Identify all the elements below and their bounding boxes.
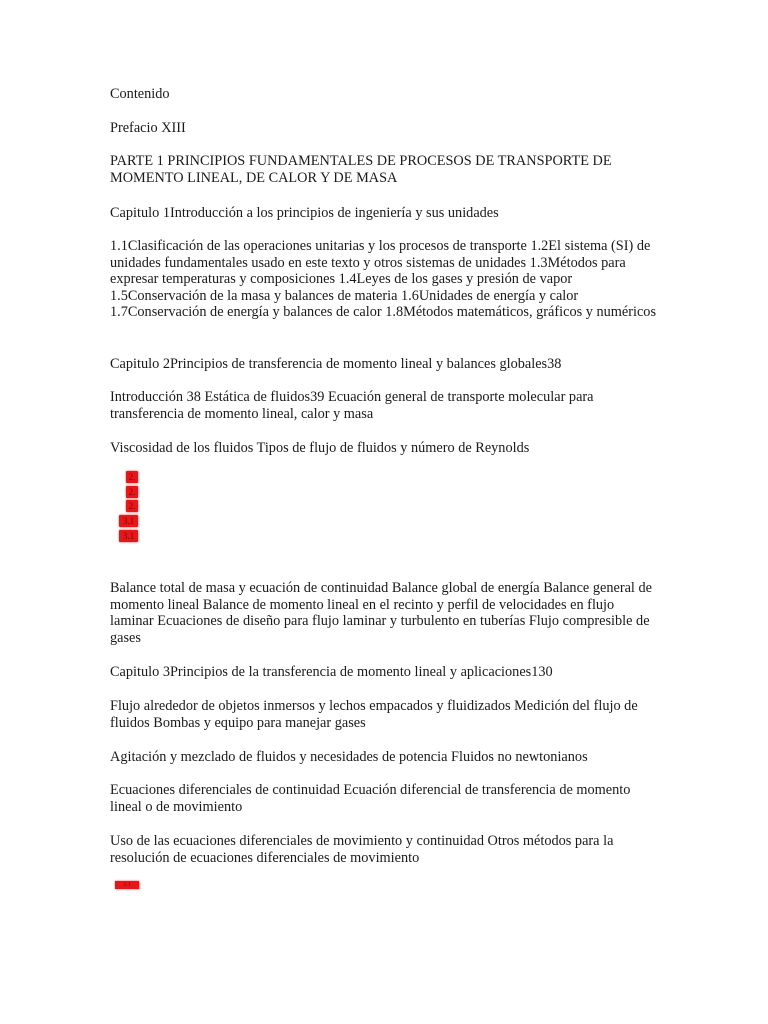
contents-title: Contenido	[110, 86, 170, 102]
chapter-2-viscosity: Viscosidad de los fluidos Tipos de flujo de fluidos y número de Reynolds	[110, 440, 530, 456]
section-mark: 3.1	[119, 530, 138, 542]
part-1-heading: PARTE 1 PRINCIPIOS FUNDAMENTALES DE PROCESOS DE TRANSPORTE DE MOMENTO LINEAL, DE CALOR Y DE MASA	[110, 153, 612, 186]
chapter-3-equations-use: Uso de las ecuaciones diferenciales de movimiento y continuidad Otros métodos para la resolución de ecuaciones diferenciales de movimiento	[110, 833, 614, 866]
chapter-3-agitation: Agitación y mezclado de fluidos y necesidades de potencia Fluidos no newtonianos	[110, 749, 588, 765]
section-mark: 2.	[126, 486, 138, 498]
chapter-2-intro: Introducción 38 Estática de fluidos39 Ecuación general de transporte molecular para transferencia de momento lineal, calor y masa	[110, 389, 594, 422]
chapter-3-differential-equations: Ecuaciones diferenciales de continuidad Ecuación diferencial de transferencia de momento lineal o de movimiento	[110, 782, 631, 815]
chapter-3-heading: Capitulo 3Principios de la transferencia de momento lineal y aplicaciones130	[110, 664, 553, 680]
chapter-2-balances: Balance total de masa y ecuación de continuidad Balance global de energía Balance general de momento lineal Balance de momento lineal en el recinto y perfil de velocidades en flujo laminar Ecuaciones de diseño para flujo laminar y turbulento en tuberías Flujo compresible de gases	[110, 580, 652, 646]
section-mark: 2.	[126, 500, 138, 512]
section-mark: 2.	[126, 471, 138, 483]
section-mark-bottom: 3.1	[115, 881, 139, 889]
preface-line: Prefacio XIII	[110, 120, 186, 136]
section-mark: 3.1	[119, 515, 138, 527]
chapter-3-flow: Flujo alrededor de objetos inmersos y lechos empacados y fluidizados Medición del flujo de fluidos Bombas y equipo para manejar gases	[110, 698, 638, 731]
chapter-1-sections: 1.1Clasificación de las operaciones unitarias y los procesos de transporte 1.2El sistema (SI) de unidades fundamentales usado en este texto y otros sistemas de unidades 1.3Métodos para expresar temperaturas y composiciones 1.4Leyes de los gases y presión de vapor 1.5Conservación de la masa y balances de materia 1.6Unidades de energía y calor 1.7Conservación de energía y balances de calor 1.8Métodos matemáticos, gráficos y numéricos	[110, 238, 657, 321]
chapter-1-heading: Capitulo 1Introducción a los principios de ingeniería y sus unidades	[110, 205, 499, 221]
chapter-2-heading: Capitulo 2Principios de transferencia de momento lineal y balances globales38	[110, 356, 562, 372]
highlighted-section-marks	[117, 471, 147, 543]
